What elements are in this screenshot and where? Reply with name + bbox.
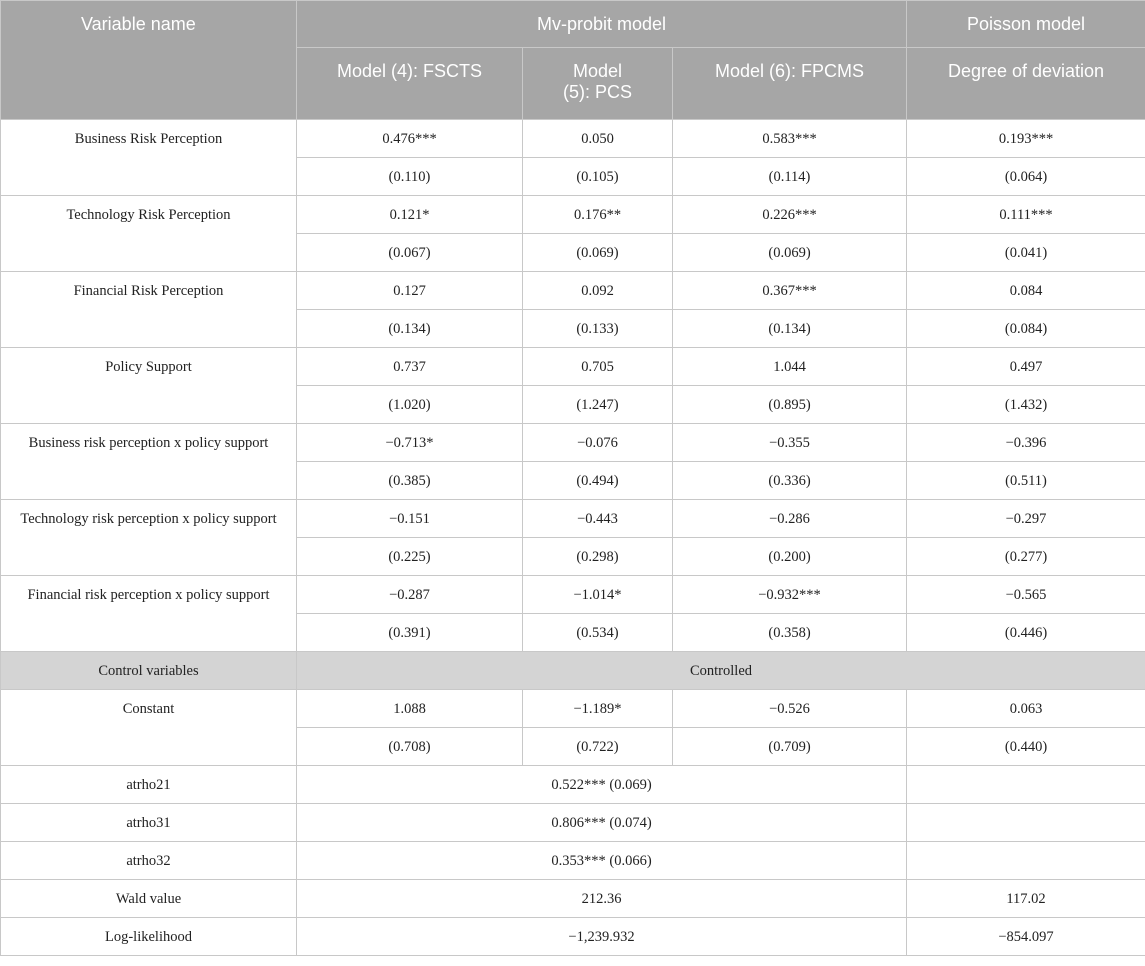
- table-row: [1, 500, 1145, 538]
- coef-cell: −0.526: [673, 690, 907, 728]
- se-cell: (0.440): [907, 728, 1145, 766]
- header-poisson-model: Poisson model: [907, 1, 1145, 48]
- variable-label: Business Risk Perception: [1, 120, 297, 196]
- coef-cell: 1.044: [673, 348, 907, 386]
- coef-cell: 0.497: [907, 348, 1145, 386]
- se-cell: (0.385): [297, 462, 523, 500]
- coef-cell: −0.932***: [673, 576, 907, 614]
- se-cell: (0.277): [907, 538, 1145, 576]
- se-cell: (0.134): [297, 310, 523, 348]
- table-row: [1, 120, 1145, 158]
- se-cell: (0.110): [297, 158, 523, 196]
- coef-cell: 0.737: [297, 348, 523, 386]
- se-cell: (0.041): [907, 234, 1145, 272]
- se-cell: (0.084): [907, 310, 1145, 348]
- coef-cell: −0.287: [297, 576, 523, 614]
- coef-cell: −0.443: [523, 500, 673, 538]
- stat-row: [1, 842, 1145, 880]
- coef-cell: 0.193***: [907, 120, 1145, 158]
- variable-label: Business risk perception x policy support: [1, 424, 297, 500]
- header-model-4: Model (4): FSCTS: [297, 48, 523, 120]
- control-variables-value: Controlled: [297, 652, 1145, 690]
- stat-poisson-value: [907, 766, 1145, 804]
- coef-cell: 0.092: [523, 272, 673, 310]
- coef-cell: 0.226***: [673, 196, 907, 234]
- coef-cell: 0.050: [523, 120, 673, 158]
- stat-poisson-value: 117.02: [907, 880, 1145, 918]
- stat-mv-value: 0.353*** (0.066): [297, 842, 907, 880]
- table-row: [1, 424, 1145, 462]
- se-cell: (0.391): [297, 614, 523, 652]
- header-model-5-line2: (5): PCS: [562, 82, 632, 102]
- stat-mv-value: 0.806*** (0.074): [297, 804, 907, 842]
- variable-label: Technology risk perception x policy support: [1, 500, 297, 576]
- coef-cell: −1.189*: [523, 690, 673, 728]
- variable-label: Financial Risk Perception: [1, 272, 297, 348]
- se-cell: (0.446): [907, 614, 1145, 652]
- se-cell: (0.105): [523, 158, 673, 196]
- coef-cell: −0.076: [523, 424, 673, 462]
- se-cell: (0.336): [673, 462, 907, 500]
- control-variables-label: Control variables: [1, 652, 297, 690]
- header-degree-of-deviation: Degree of deviation: [907, 48, 1145, 120]
- table-header: [1, 1, 1145, 120]
- stat-row: [1, 766, 1145, 804]
- coef-cell: −0.713*: [297, 424, 523, 462]
- coef-cell: 0.121*: [297, 196, 523, 234]
- se-cell: (0.708): [297, 728, 523, 766]
- se-cell: (1.247): [523, 386, 673, 424]
- coef-cell: 0.705: [523, 348, 673, 386]
- coef-cell: −0.151: [297, 500, 523, 538]
- coef-cell: 0.583***: [673, 120, 907, 158]
- table-row: [1, 272, 1145, 310]
- coef-cell: 0.176**: [523, 196, 673, 234]
- variable-label: Financial risk perception x policy support: [1, 576, 297, 652]
- se-cell: (0.722): [523, 728, 673, 766]
- stat-row: [1, 804, 1145, 842]
- variable-label: Policy Support: [1, 348, 297, 424]
- se-cell: (0.069): [523, 234, 673, 272]
- se-cell: (0.709): [673, 728, 907, 766]
- se-cell: (0.358): [673, 614, 907, 652]
- variable-label: Technology Risk Perception: [1, 196, 297, 272]
- coef-cell: −0.565: [907, 576, 1145, 614]
- coef-cell: 0.063: [907, 690, 1145, 728]
- table-row: [1, 576, 1145, 614]
- se-cell: (0.134): [673, 310, 907, 348]
- coef-cell: 0.084: [907, 272, 1145, 310]
- table-row: [1, 348, 1145, 386]
- coef-cell: 1.088: [297, 690, 523, 728]
- header-variable-name: Variable name: [1, 1, 297, 120]
- se-cell: (0.114): [673, 158, 907, 196]
- se-cell: (0.298): [523, 538, 673, 576]
- table-row: [1, 196, 1145, 234]
- stat-label: atrho32: [1, 842, 297, 880]
- header-model-6: Model (6): FPCMS: [673, 48, 907, 120]
- coef-cell: −0.355: [673, 424, 907, 462]
- control-variables-row: [1, 652, 1145, 690]
- coef-cell: −1.014*: [523, 576, 673, 614]
- se-cell: (0.067): [297, 234, 523, 272]
- se-cell: (1.432): [907, 386, 1145, 424]
- stat-poisson-value: [907, 842, 1145, 880]
- stat-mv-value: 0.522*** (0.069): [297, 766, 907, 804]
- stat-label: Log-likelihood: [1, 918, 297, 956]
- stat-label: Wald value: [1, 880, 297, 918]
- header-model-5: [523, 48, 673, 120]
- coef-cell: −0.396: [907, 424, 1145, 462]
- coef-cell: −0.286: [673, 500, 907, 538]
- table-row: [1, 690, 1145, 728]
- stat-mv-value: 212.36: [297, 880, 907, 918]
- stat-label: atrho21: [1, 766, 297, 804]
- se-cell: (1.020): [297, 386, 523, 424]
- se-cell: (0.534): [523, 614, 673, 652]
- header-mv-probit-model: Mv-probit model: [297, 1, 907, 48]
- coef-cell: −0.297: [907, 500, 1145, 538]
- coef-cell: 0.111***: [907, 196, 1145, 234]
- se-cell: (0.064): [907, 158, 1145, 196]
- constant-label: Constant: [1, 690, 297, 766]
- coef-cell: 0.476***: [297, 120, 523, 158]
- se-cell: (0.133): [523, 310, 673, 348]
- header-model-5-line1: Model: [572, 61, 623, 81]
- se-cell: (0.225): [297, 538, 523, 576]
- stat-mv-value: −1,239.932: [297, 918, 907, 956]
- coef-cell: 0.127: [297, 272, 523, 310]
- se-cell: (0.069): [673, 234, 907, 272]
- table-body: [1, 120, 1145, 956]
- stat-row: [1, 880, 1145, 918]
- stat-poisson-value: [907, 804, 1145, 842]
- se-cell: (0.511): [907, 462, 1145, 500]
- coef-cell: 0.367***: [673, 272, 907, 310]
- stat-label: atrho31: [1, 804, 297, 842]
- se-cell: (0.494): [523, 462, 673, 500]
- stat-poisson-value: −854.097: [907, 918, 1145, 956]
- se-cell: (0.895): [673, 386, 907, 424]
- se-cell: (0.200): [673, 538, 907, 576]
- stat-row: [1, 918, 1145, 956]
